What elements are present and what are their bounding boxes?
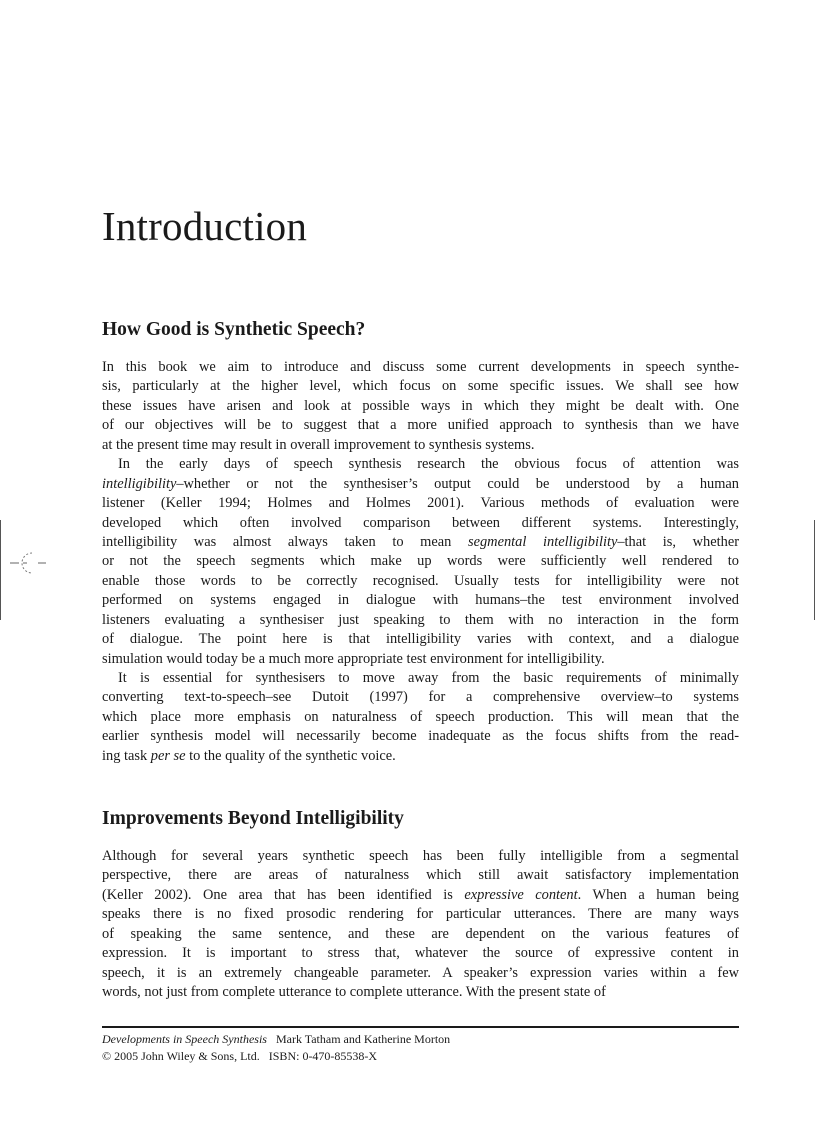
italic-term: intelligibility (102, 475, 177, 492)
text-line (102, 727, 739, 746)
footer-isbn: ISBN: 0-470-85538-X (268, 1049, 378, 1063)
italic-term: segmental intelligibility (468, 533, 618, 550)
text-run: these issues have arisen and look at possible ways in which they might be dealt with. One (102, 397, 739, 414)
footer-copyright-line (102, 1048, 450, 1065)
text-line (102, 866, 739, 885)
text-line (102, 630, 739, 649)
text-line (102, 983, 739, 1002)
footer-citation-line (102, 1031, 450, 1048)
text-line (102, 436, 739, 455)
text-line (102, 591, 739, 610)
text-run: It is essential for synthesisers to move away from the basic requirements of minimally (118, 670, 739, 686)
italic-term: expressive content (464, 886, 578, 903)
text-line (102, 514, 739, 533)
page-footer (102, 1031, 450, 1065)
text-run: performed on systems engaged in dialogue with humans–the test environment involved (102, 592, 739, 609)
text-run: . When a human being (577, 886, 739, 903)
text-run: (Keller 2002). One area that has been identified is (102, 886, 465, 903)
text-run: developed which often involved comparison between different systems. Interestingly, (102, 514, 739, 531)
text-run: listener (Keller 1994; Holmes and Holmes 2001). Various methods of evaluation were (102, 495, 739, 512)
text-line (102, 572, 739, 591)
text-run: simulation would today be a much more appropriate test environment for intelligibility. (102, 650, 605, 667)
text-run: ing task (102, 747, 151, 764)
text-run: converting text-to-speech–see Dutoit (1997) for a comprehensive overview–to systems (102, 689, 739, 706)
text-line (102, 747, 739, 766)
section-heading: How Good is Synthetic Speech? (102, 319, 366, 340)
text-line (102, 416, 739, 435)
section-body (102, 847, 739, 1003)
text-run: to the quality of the synthetic voice. (185, 747, 396, 764)
text-line (102, 925, 739, 944)
text-run: In the early days of speech synthesis research the obvious focus of attention was (118, 456, 739, 473)
chapter-title: Introduction (102, 203, 308, 249)
text-run: words, not just from complete utterance to complete utterance. With the present state of (102, 984, 606, 1001)
section-body (102, 358, 739, 766)
text-run: sis, particularly at the higher level, which focus on some specific issues. We shall see how (102, 378, 739, 395)
text-run: or not the speech segments which make up words were sufficiently well rendered to (102, 553, 739, 570)
text-line (102, 552, 739, 571)
text-run: expression. It is important to stress that, whatever the source of expressive content in (102, 945, 739, 962)
text-line (102, 847, 739, 866)
text-line (102, 475, 739, 494)
registration-mark-icon (10, 548, 50, 578)
text-line (102, 611, 739, 630)
text-line (102, 397, 739, 416)
text-line (102, 964, 739, 983)
text-line (102, 944, 739, 963)
footer-copyright: © 2005 John Wiley & Sons, Ltd. (102, 1049, 260, 1063)
italic-term: per se (150, 747, 186, 764)
text-line (102, 905, 739, 924)
text-line (102, 494, 739, 513)
text-run: intelligibility was almost always taken to mean (102, 533, 468, 550)
text-run: earlier synthesis model will necessarily become inadequate as the focus shifts from the read- (102, 728, 739, 745)
text-line (102, 533, 739, 552)
text-line (102, 358, 739, 377)
text-run: –that is, whether (617, 533, 739, 550)
text-line (102, 688, 739, 707)
footer-authors: Mark Tatham and Katherine Morton (275, 1032, 451, 1046)
text-run: of our objectives will be to suggest that a more unified approach to synthesis than we have (102, 417, 739, 434)
footer-book-title: Developments in Speech Synthesis (102, 1032, 267, 1046)
text-line (102, 455, 739, 474)
text-run: listeners evaluating a synthesiser just speaking to them with no interaction in the form (102, 611, 739, 628)
text-line (102, 708, 739, 727)
text-run: –whether or not the synthesiser’s output could be understood by a human (176, 475, 739, 492)
text-run: enable those words to be correctly recognised. Usually tests for intelligibility were not (102, 572, 739, 589)
text-line (102, 669, 739, 688)
text-run: of speaking the same sentence, and these are dependent on the various features of (102, 925, 739, 942)
crop-mark-left (0, 520, 1, 620)
text-run: In this book we aim to introduce and discuss some current developments in speech synthe- (102, 359, 739, 375)
footer-rule (102, 1026, 739, 1028)
text-run: Although for several years synthetic speech has been fully intelligible from a segmental (102, 848, 739, 864)
text-run: which place more emphasis on naturalness of speech production. This will mean that the (102, 708, 739, 725)
text-run: at the present time may result in overall improvement to synthesis systems. (102, 436, 535, 453)
text-run: speaks there is no fixed prosodic rendering for particular utterances. There are many ways (102, 906, 739, 923)
text-line (102, 377, 739, 396)
text-run: of dialogue. The point here is that intelligibility varies with context, and a dialogue (102, 631, 739, 648)
text-run: speech, it is an extremely changeable parameter. A speaker’s expression varies within a few (102, 964, 739, 981)
text-run: perspective, there are areas of naturalness which still await satisfactory implementation (102, 867, 739, 884)
text-line (102, 886, 739, 905)
section-heading: Improvements Beyond Intelligibility (102, 808, 404, 829)
text-line (102, 650, 739, 669)
crop-mark-right (814, 520, 815, 620)
